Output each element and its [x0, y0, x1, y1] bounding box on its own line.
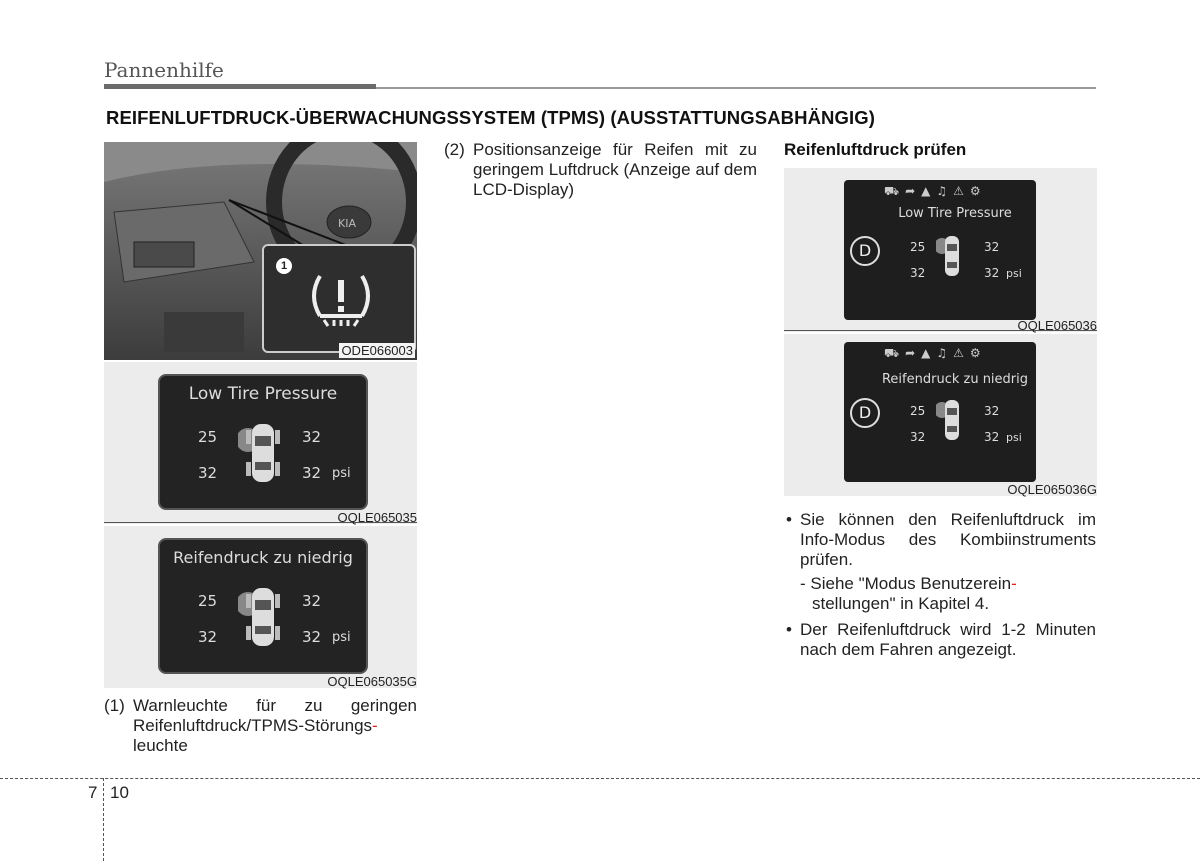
dashboard-figure	[104, 142, 417, 360]
col3-heading: Reifenluftdruck prüfen	[784, 140, 967, 159]
tire-rr: 32	[984, 266, 1000, 280]
figure-caption: OQLE065036	[1017, 318, 1097, 333]
header-rule-thick	[104, 84, 376, 89]
figure-caption: OQLE065035	[337, 510, 417, 525]
pressure-unit: psi	[332, 466, 351, 481]
cluster-message: Low Tire Pressure	[898, 206, 1012, 221]
tire-rr: 32	[302, 464, 322, 482]
tire-rl: 32	[198, 464, 218, 482]
section-header: Pannenhilfe	[104, 58, 224, 82]
tire-fr: 32	[302, 428, 322, 446]
header-rule-thin	[376, 87, 1096, 89]
car-top-icon	[238, 418, 288, 488]
svg-text:KIA: KIA	[338, 217, 356, 230]
page-title: REIFENLUFTDRUCK-ÜBERWACHUNGSSYSTEM (TPMS) (AUSSTATTUNGSABHÄNGIG)	[106, 107, 875, 128]
footer-divider	[103, 778, 104, 861]
pressure-unit: psi	[1006, 267, 1022, 280]
item1-end: leuchte	[133, 736, 188, 755]
bullet-marker: •	[786, 510, 792, 529]
cluster-figure-en	[784, 168, 1097, 332]
chapter-number: 7	[88, 783, 98, 802]
callout-number: 1	[276, 258, 292, 274]
item1-number: (1)	[104, 696, 125, 715]
cluster-icons: ⛟➦▲♫⚠⚙	[884, 346, 987, 360]
tire-rr: 32	[984, 430, 1000, 444]
sub-item-a: - Siehe "Modus Benutzerein	[800, 574, 1012, 593]
item2-number: (2)	[444, 140, 465, 159]
bullet-1: Sie können den Reifenluftdruck im Info-Modus des Kombiinstruments prüfen.	[800, 510, 1096, 569]
item1-hyphen: -	[372, 716, 378, 735]
pressure-unit: psi	[1006, 431, 1022, 444]
tpms-warning-icon	[306, 268, 376, 328]
car-top-icon	[936, 396, 968, 444]
lcd-figure-en	[104, 362, 417, 524]
car-top-icon	[238, 582, 288, 652]
lcd-figure-de	[104, 526, 417, 688]
cluster-message: Reifendruck zu niedrig	[881, 372, 1029, 387]
tire-fl: 25	[198, 428, 218, 446]
cluster-icons: ⛟➦▲♫⚠⚙	[884, 184, 987, 198]
page-number: 10	[110, 783, 129, 802]
tire-fl: 25	[198, 592, 218, 610]
bullet-2: Der Reifenluftdruck wird 1-2 Minuten nach dem Fahren angezeigt.	[800, 620, 1096, 659]
cluster-figure-de	[784, 334, 1097, 496]
lcd-message: Reifendruck zu niedrig	[173, 548, 353, 567]
sub-item	[800, 574, 1082, 594]
gear-indicator: D	[850, 236, 880, 266]
tire-fr: 32	[984, 404, 1000, 418]
gear-indicator: D	[850, 398, 880, 428]
tire-rl: 32	[198, 628, 218, 646]
tire-fr: 32	[984, 240, 1000, 254]
item1-text	[133, 696, 417, 756]
sub-item-b: stellungen" in Kapitel 4.	[812, 594, 990, 613]
tpms-callout-box	[262, 244, 416, 353]
lcd-message: Low Tire Pressure	[188, 384, 338, 404]
bullet-marker: •	[786, 620, 792, 639]
car-top-icon	[936, 232, 968, 280]
pressure-unit: psi	[332, 630, 351, 645]
tire-rl: 32	[910, 430, 926, 444]
figure-caption: ODE066003	[341, 343, 413, 358]
tire-fl: 25	[910, 404, 926, 418]
item1-body: Warnleuchte für zu geringen Reifenluftdruck/TPMS-Störungs	[133, 696, 417, 735]
tire-rr: 32	[302, 628, 322, 646]
item2-text: Positionsanzeige für Reifen mit zu geringem Luftdruck (Anzeige auf dem LCD-Display)	[473, 140, 757, 199]
figure-caption: OQLE065036G	[1007, 482, 1097, 497]
lcd-panel	[158, 538, 368, 674]
footer-rule	[0, 778, 1200, 779]
tire-rl: 32	[910, 266, 926, 280]
figure-caption: OQLE065035G	[327, 674, 417, 689]
sub-item-hyphen: -	[1011, 574, 1017, 593]
tire-fl: 25	[910, 240, 926, 254]
tire-fr: 32	[302, 592, 322, 610]
lcd-panel	[158, 374, 368, 510]
